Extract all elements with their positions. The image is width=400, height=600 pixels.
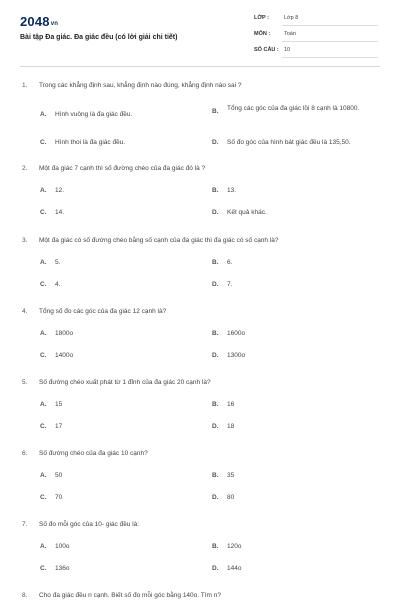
question-prompt: Một đa giác có số đường chéo bằng số cạnh của đa giác thì đa giác có số cạnh là? [39,237,279,244]
meta-subject-value: Toán [284,31,296,37]
question-text [22,82,242,89]
meta-subject-label: MÔN : [254,31,271,37]
option-c[interactable]: C. 1400o [40,352,74,359]
question-prompt: Số đường chéo xuất phát từ 1 đỉnh của đa giác 20 cạnh là? [39,379,211,386]
option-a[interactable]: A. 100o [40,543,70,550]
meta-class-underline [282,25,378,26]
option-b[interactable]: B. 13. [212,187,237,194]
option-a[interactable]: A. 1800o [40,330,74,337]
question-prompt: Số đường chéo của đa giác 10 cạnh? [39,450,148,457]
meta-subject-row [254,28,378,42]
option-d[interactable]: D. 80 [212,494,235,501]
question-prompt: Trong các khẳng định sau, khẳng định nào đúng, khẳng định nào sai ? [39,82,242,89]
question-number: 4. [22,308,28,315]
question-text [22,379,211,386]
meta-count-underline [282,57,378,58]
question-number: 1. [22,82,28,89]
option-c[interactable]: C. 136o [40,565,70,572]
question-number: 3. [22,237,28,244]
option-b[interactable]: B. 35 [212,472,235,479]
question-prompt: Một đa giác 7 cạnh thì số đường chéo của đa giác đó là ? [39,165,206,172]
meta-class-row [254,12,378,26]
question-number: 6. [22,450,28,457]
question-number: 2. [22,165,28,172]
option-b[interactable]: B. 1600o [212,330,246,337]
question-text [22,521,139,528]
option-d[interactable]: D. 144o [212,565,242,572]
option-c[interactable]: C. 70 [40,494,63,501]
meta-class-value: Lớp 8 [284,15,299,21]
option-c[interactable]: C. Hình thoi là đa giác đều. [40,139,126,146]
option-d[interactable]: D. 7. [212,281,233,288]
site-logo[interactable]: 2048vn [20,14,59,29]
meta-count-value: 10 [284,47,291,53]
option-b[interactable]: B. 16 [212,401,235,408]
option-a[interactable]: A. 5. [40,259,61,266]
meta-class-label: LỚP : [254,15,269,21]
question-text [22,237,279,244]
question-text [22,450,148,457]
option-b[interactable]: B. 6. [212,259,233,266]
option-a[interactable]: A. 12. [40,187,65,194]
option-d[interactable]: D. Kết quả khác. [212,209,267,216]
worksheet-header [0,0,400,75]
option-b[interactable]: B. 120o [212,543,242,550]
option-d[interactable]: D. 1300o [212,352,246,359]
option-c[interactable]: C. 17 [40,423,63,430]
question-text [22,165,205,172]
option-a[interactable]: A. Hình vuông là đa giác đều. [40,111,133,118]
question-prompt: Số đo mỗi góc của 10- giác đều là: [39,521,140,528]
option-c[interactable]: C. 4. [40,281,61,288]
question-prompt: Cho đa giác đều n cạnh. Biết số đo mỗi góc bằng 140o. Tìm n? [39,592,221,599]
question-number: 8. [22,592,28,599]
question-number: 5. [22,379,28,386]
meta-count-row [254,44,378,58]
option-c[interactable]: C. 14. [40,209,65,216]
question-prompt: Tổng số đo các góc của đa giác 12 cạnh là? [39,308,167,315]
worksheet-title: Bài tập Đa giác. Đa giác đều (có lời giải chi tiết) [20,34,178,41]
meta-subject-underline [282,41,378,42]
question-text [22,592,221,599]
worksheet-page: 2048vn Bài tập Đa giác. Đa giác đều (có lời giải chi tiết) LỚP : Lớp 8 MÔN : Toán SỐ CÂU : 10 1. Trong các khẳng định sau, khẳng định nào đúng, khẳng định nào sai ? A. Hình vuông là đa giác đều. B. Tổng các góc của đa giác lồi 8 cạnh là 10800. C. Hình thoi là đa giác đều. D. Số đo góc của hình bát giác đều là 135,50. 2. Một đa giác 7 cạnh thì số đường chéo của đa giác đó là ? A. 12. B. 13. C. 14. D. Kết quả khác. 3. Một đa giác có số đường chéo bằng số cạnh của đa giác thì đa giác có số cạnh là? A. 5. B. 6. C. 4. D. 7. 4. Tổng số đo các góc của đa giác 12 cạnh là? A. 1800o B. 1600o C. 1400o D. 1300o 5. Số đường chéo xuất phát từ 1 đỉnh của đa giác 20 cạnh là? A. 15 B. 16 C. 17 D. 18 6. Số đường chéo của đa giác 10 cạnh? A. 50 B. 35 C. 70 D. 80 7. Số đo mỗi góc của 10- giác đều là: A. 100o B. 120o C. 136o D. 144o 8. Cho đa giác đều n cạnh. Biết số đo mỗi góc bằng 140o. Tìm n? [0,0,400,600]
meta-count-label: SỐ CÂU : [254,47,279,53]
option-d[interactable]: D. Số đo góc của hình bát giác đều là 135,50. [212,139,351,146]
option-d[interactable]: D. 18 [212,423,235,430]
question-number: 7. [22,521,28,528]
header-divider [20,66,380,67]
question-text [22,308,166,315]
option-a[interactable]: A. 50 [40,472,63,479]
option-a[interactable]: A. 15 [40,401,63,408]
